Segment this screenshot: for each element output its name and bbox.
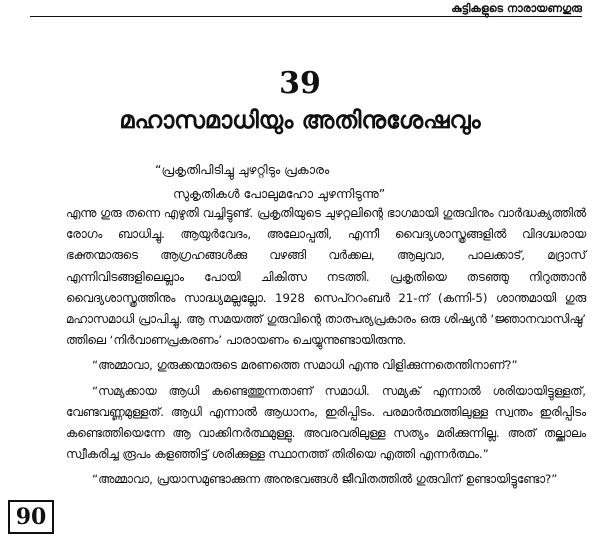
chapter-title: മഹാസമാധിയും അതിനുശേഷവും: [119, 106, 481, 134]
epigraph-verse: [155, 158, 575, 206]
paragraph-2: “അമ്മാവാ, ഗുരുക്കന്മാരുടെ മരണത്തെ സമാധി എന്നു വിളിക്കുന്നതെന്തിനാണ്?”: [92, 358, 518, 373]
paragraph-3: “സമ്യക്കായ ആധി കണ്ടെത്തുന്നതാണ് സമാധി. സമ്യക് എന്നാൽ ശരിയായിട്ടുള്ളത്, വേണ്ടവണ്ണമുള്ളത്. ആധി എന്നാൽ ആധാനം, ഇരിപ്പിടം. പരമാർത്ഥത്തിലുള്ള സ്വന്തം ഇരിപ്പിടം കണ്ടെത്തിയെന്നേ ആ വാക്കിനർത്ഥമുള്ളു. അവരവരിലുള്ള സത്യം മരിക്കുന്നില്ല. അത് തല്ക്കാലം സ്വീകരിച്ച രൂപം കളഞ്ഞിട്ട് ശരിക്കുള്ള സ്ഥാനത്ത് തിരിയെ എത്തി എന്നർത്ഥം.”: [66, 383, 586, 462]
paragraph-1: എന്നു ഗുരു തന്നെ എഴുതി വച്ചിട്ടുണ്ട്. പ്രകൃതിയുടെ ചുഴറ്റലിന്റെ ഭാഗമായി ഗുരുവിനും വാർദ്ധക്യത്തിൽ രോഗം ബാധിച്ചു. ആയുർവേദം, അലോപ്പതി, എന്നീ വൈദ്യശാസ്ത്രങ്ങളിൽ വിദഗ്ദ്ധരായ ഭക്തന്മാരുടെ ആഗ്രഹങ്ങൾക്കു വഴങ്ങി വർക്കല, ആലുവാ, പാലക്കാട്, മദ്രാസ് എന്നിവിടങ്ങളിലെല്ലാം പോയി ചികിത്സ നടത്തി. പ്രകൃതിയെ തടഞ്ഞു നിറുത്താൻ വൈദ്യശാസ്ത്രത്തിനും സാദ്ധ്യമല്ലല്ലോ. 1928 സെപ്ററംബർ 21-ന് (കന്നി-5) ശാന്തമായി ഗുരു മഹാസമാധി പ്രാപിച്ചു. ആ സമയത്ത് ഗുരുവിന്റെ താത്പര്യപ്രകാരം ഒരു ശിഷ്യൻ ‘ജ്ഞാനവാസിഷ്ഠ’ ത്തിലെ ‘നിർവാണപ്രകരണം’ പാരായണം ചെയ്യുന്നുണ്ടായിരുന്നു.: [66, 206, 586, 348]
paragraph-4: “അമ്മാവാ, പ്രയാസമുണ്ടാക്കുന്ന അനുഭവങ്ങൾ ജീവിതത്തിൽ ഗുരുവിന് ഉണ്ടായിട്ടുണ്ടോ?”: [92, 472, 558, 487]
page-number-box: 90: [8, 500, 54, 534]
running-header: കുട്ടികളുടെ നാരായണഗുരു: [451, 2, 582, 15]
chapter-number: 39: [279, 66, 321, 101]
verse-line-1: “പ്രകൃതിപിടിച്ചു ചുഴറ്റിടും പ്രകാരം: [155, 162, 330, 177]
body-text: [66, 203, 586, 495]
verse-line-2: സുകൃതികൾ പോലുമഹോ ചുഴന്നിടുന്നു”: [173, 186, 386, 201]
header-rule: [30, 16, 582, 17]
